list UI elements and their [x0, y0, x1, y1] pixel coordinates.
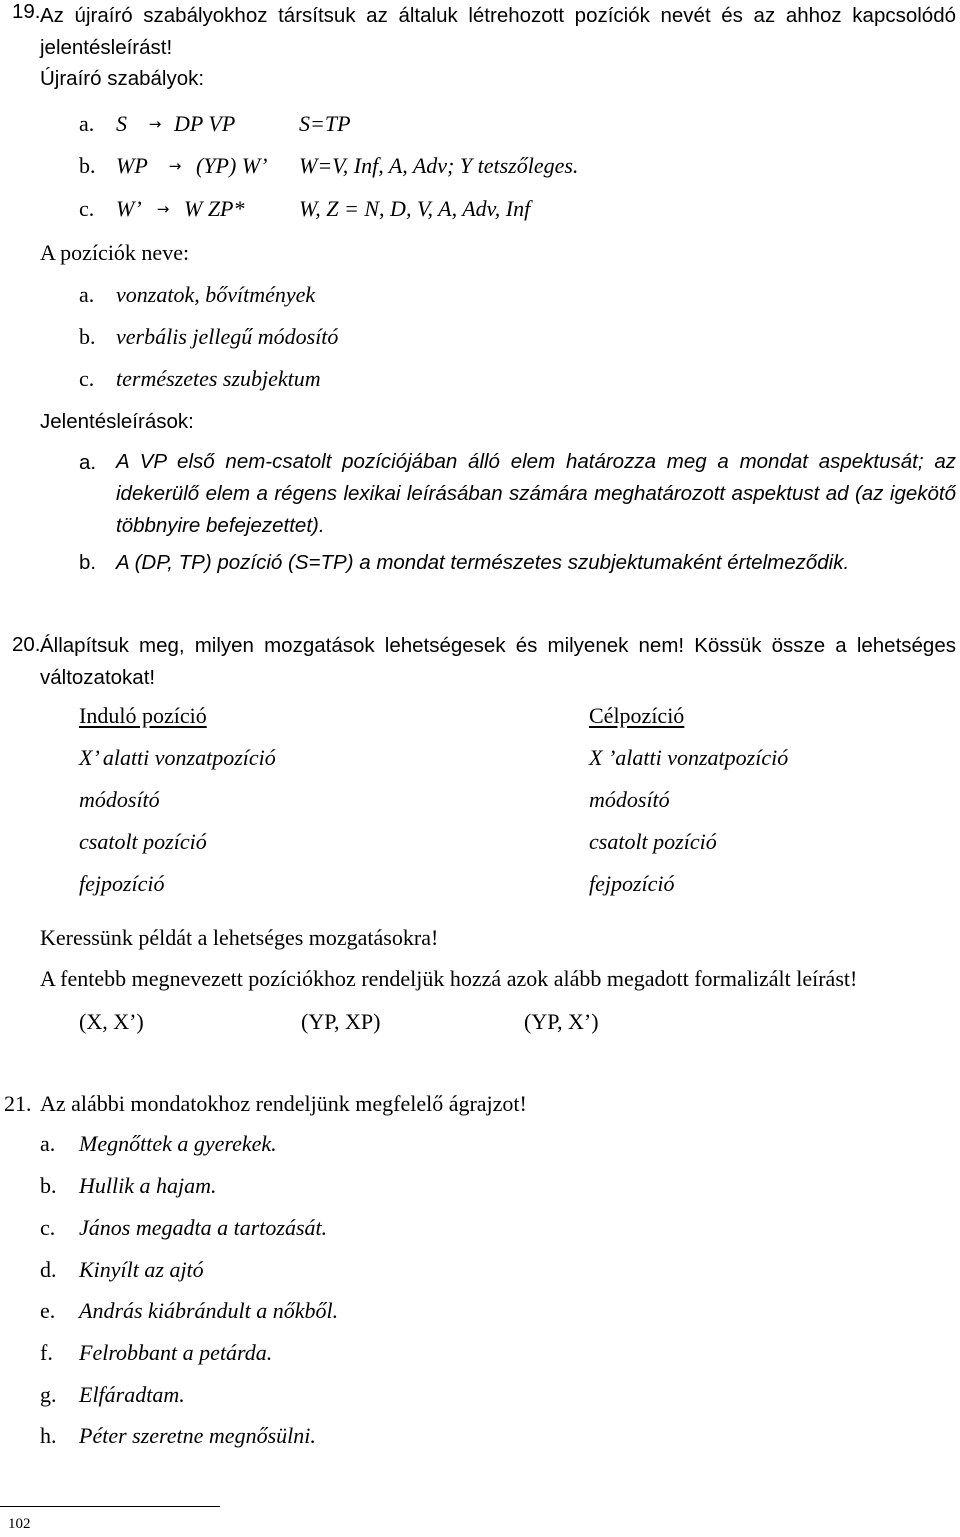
- name-text: verbális jellegű módosító: [116, 324, 339, 349]
- sentence-letter: e.: [40, 1298, 56, 1323]
- desc-heading: Jelentésleírások:: [40, 410, 194, 433]
- sentence-text: Felrobbant a petárda.: [79, 1340, 273, 1365]
- rule-rhs: W ZP*: [184, 196, 245, 221]
- sentence-letter: a.: [40, 1131, 56, 1156]
- q19-text: Az újraíró szabályokhoz társítsuk az általuk létrehozott pozíciók nevét és az ahhoz kapcsolódó jelentésleírást!: [40, 4, 956, 59]
- name-letter: b.: [79, 324, 96, 349]
- desc-letter: b.: [79, 551, 97, 574]
- sentence-letter: b.: [40, 1173, 57, 1198]
- q20-text: Állapítsuk meg, milyen mozgatások lehetségesek és milyenek nem! Kössük össze a lehetséges változatokat!: [40, 634, 956, 689]
- name-text: természetes szubjektum: [116, 366, 321, 391]
- names-heading: A pozíciók neve:: [40, 240, 190, 265]
- name-letter: a.: [79, 282, 95, 307]
- right-item: módosító: [589, 787, 670, 812]
- rule-condition: W=V, Inf, A, Adv; Y tetszőleges.: [299, 153, 579, 178]
- sentence-text: Péter szeretne megnősülni.: [79, 1423, 316, 1448]
- left-item: módosító: [79, 787, 160, 812]
- sentence-text: Hullik a hajam.: [79, 1173, 217, 1198]
- sentence-letter: g.: [40, 1382, 57, 1407]
- q19-number: 19.: [12, 0, 41, 23]
- rule-letter: b.: [79, 153, 96, 178]
- name-text: vonzatok, bővítmények: [116, 282, 316, 307]
- rules-heading: Újraíró szabályok:: [40, 67, 205, 90]
- sentence-text: András kiábrándult a nőkből.: [79, 1298, 339, 1323]
- sentence-text: Megnőttek a gyerekek.: [79, 1131, 277, 1156]
- col-right-heading: Célpozíció: [589, 703, 685, 728]
- name-letter: c.: [79, 366, 95, 391]
- rule-rhs: DP VP: [174, 111, 236, 136]
- page-number: 102: [8, 1516, 31, 1532]
- desc-text: A VP első nem-csatolt pozíciójában álló elem határozza meg a mondat aspektusát; az idekerülő elem a régens lexikai leírásában számára meghatározott aspektust ad (az igekötő többnyire befejezettet).: [116, 450, 956, 537]
- rule-condition: W, Z = N, D, V, A, Adv, Inf: [299, 196, 531, 221]
- sentence-letter: f.: [40, 1340, 53, 1365]
- right-item: csatolt pozíció: [589, 829, 717, 854]
- right-item: X ’alatti vonzatpozíció: [589, 745, 789, 770]
- footer-rule: [0, 1506, 220, 1507]
- rule-rhs: (YP) W’: [196, 153, 268, 178]
- right-arrow-icon: →: [156, 200, 170, 218]
- instruction-1: Keressünk példát a lehetséges mozgatásokra!: [40, 925, 439, 950]
- sentence-text: Kinyílt az ajtó: [79, 1257, 204, 1282]
- desc-letter: a.: [79, 451, 97, 474]
- rule-lhs: W’: [116, 196, 142, 221]
- sentence-text: János megadta a tartozását.: [79, 1215, 328, 1240]
- sentence-letter: d.: [40, 1257, 57, 1282]
- sentence-letter: h.: [40, 1423, 57, 1448]
- left-item: fejpozíció: [79, 871, 165, 896]
- rule-lhs: WP: [116, 153, 148, 178]
- q21-text: Az alábbi mondatokhoz rendeljünk megfelelő ágrajzot!: [40, 1091, 527, 1116]
- col-left-heading: Induló pozíció: [79, 703, 207, 728]
- instruction-2: A fentebb megnevezett pozíciókhoz rendeljük hozzá azok alább megadott formalizált leírást!: [40, 966, 858, 991]
- left-item: csatolt pozíció: [79, 829, 207, 854]
- right-item: fejpozíció: [589, 871, 675, 896]
- q21-number: 21.: [4, 1091, 32, 1116]
- rule-lhs: S: [116, 111, 127, 136]
- rule-letter: c.: [79, 196, 95, 221]
- q20-number: 20.: [12, 633, 41, 656]
- rule-condition: S=TP: [299, 111, 351, 136]
- formal-item: (YP, X’): [524, 1009, 599, 1034]
- sentence-text: Elfáradtam.: [79, 1382, 185, 1407]
- right-arrow-icon: →: [168, 157, 182, 175]
- left-item: X’ alatti vonzatpozíció: [79, 745, 276, 770]
- rule-letter: a.: [79, 111, 95, 136]
- desc-text: A (DP, TP) pozíció (S=TP) a mondat természetes szubjektumaként értelmeződik.: [116, 551, 850, 574]
- right-arrow-icon: →: [148, 115, 162, 133]
- sentence-letter: c.: [40, 1215, 56, 1240]
- formal-item: (X, X’): [79, 1009, 144, 1034]
- formal-item: (YP, XP): [301, 1009, 381, 1034]
